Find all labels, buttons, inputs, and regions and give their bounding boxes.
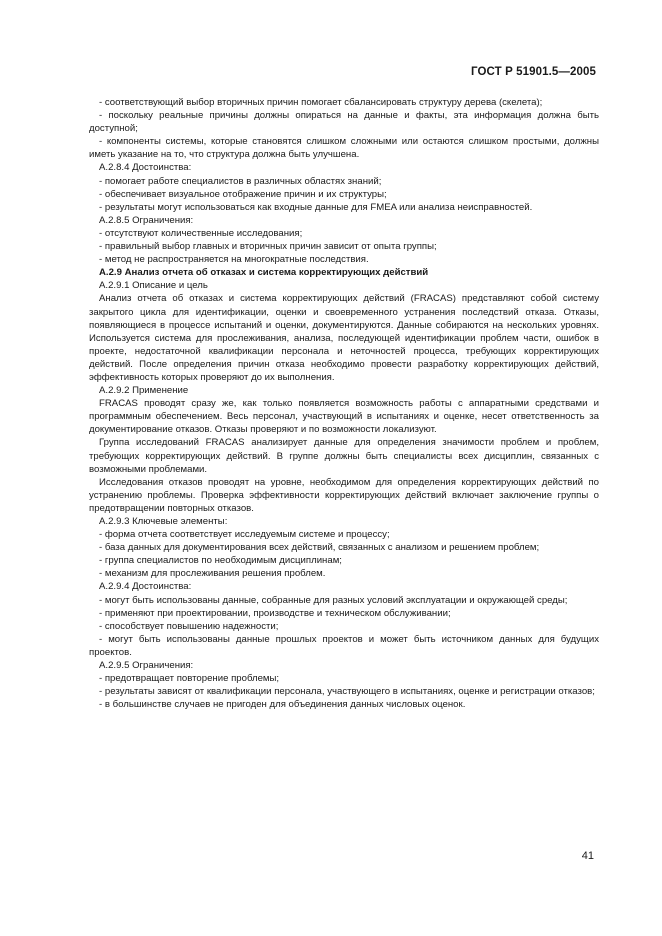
section-heading: А.2.8.5 Ограничения: (99, 214, 194, 226)
section-heading: А.2.9.5 Ограничения: (99, 660, 194, 672)
paragraph: - поскольку реальные причины должны опираться на данные и факты, эта информация должна быть доступной; (89, 110, 599, 135)
document-body (89, 96, 599, 711)
paragraph: Исследования отказов проводят на уровне, необходимом для определения корректирующих действий по устранению проблемы. Проверка эффективности корректирующих действий включает заключение группы о предотвращении повторных отказов. (89, 476, 599, 514)
section-title: А.2.9 Анализ отчета об отказах и система корректирующих действий (99, 267, 429, 279)
paragraph: - помогает работе специалистов в различных областях знаний; (99, 175, 382, 187)
paragraph: - компоненты системы, которые становятся слишком сложными или остаются слишком простыми, должны иметь указание на то, что структура должна быть улучшена. (89, 136, 599, 161)
paragraph: - в большинстве случаев не пригоден для объединения данных числовых оценок. (99, 699, 466, 711)
paragraph: - результаты зависят от квалификации персонала, участвующего в испытаниях, оценке и регистрации отказов; (99, 686, 595, 698)
paragraph: - обеспечивает визуальное отображение причин и их структуры; (99, 188, 387, 200)
page-number: 41 (581, 850, 594, 862)
document-code-header: ГОСТ Р 51901.5—2005 (471, 66, 596, 78)
paragraph: - база данных для документирования всех действий, связанных с анализом и решением проблем; (99, 542, 540, 554)
paragraph: - правильный выбор главных и вторичных причин зависит от опыта группы; (99, 241, 437, 253)
paragraph: Группа исследований FRACAS анализирует данные для определения значимости проблем и проблем, требующих корректирующих действий. В группе должны быть специалисты всех дисциплин, связанных с возможными проблемами. (89, 437, 599, 475)
paragraph: Анализ отчета об отказах и система корректирующих действий (FRACAS) представляют собой систему закрытого цикла для идентификации, оценки и своевременного устранения последствий отказа. Отказы, появляющиеся в процессе испытаний и оценки, документируются. Данные собираются на нескольких уровнях. Используется система для прослеживания, анализа, последующей идентификации проблем части, ошибок в проекте, недостаточной квалификации персонала и неточностей процесса, требующих корректирующих действий. После определения причин отказа необходимо провести разработку корректирующих действий, эффективность которых проверяют до их выполнения. (89, 293, 599, 383)
paragraph: - отсутствуют количественные исследования; (99, 227, 303, 239)
paragraph: - способствует повышению надежности; (99, 620, 279, 632)
paragraph: - механизм для прослеживания решения проблем. (99, 568, 326, 580)
paragraph: - предотвращает повторение проблемы; (99, 673, 280, 685)
section-heading: А.2.9.2 Применение (99, 385, 189, 397)
paragraph: - могут быть использованы данные прошлых проектов и может быть источником данных для будущих проектов. (89, 633, 599, 658)
paragraph: - результаты могут использоваться как входные данные для FMEA или анализа неисправностей. (99, 201, 533, 213)
section-heading: А.2.8.4 Достоинства: (99, 162, 192, 174)
paragraph: - форма отчета соответствует исследуемым системе и процессу; (99, 529, 390, 541)
section-heading: А.2.9.4 Достоинства: (99, 581, 192, 593)
paragraph: - соответствующий выбор вторичных причин помогает сбалансировать структуру дерева (скелета); (99, 97, 543, 108)
section-heading: А.2.9.1 Описание и цель (99, 280, 208, 292)
paragraph: - применяют при проектировании, производстве и техническом обслуживании; (99, 607, 451, 619)
paragraph: - метод не распространяется на многократные последствия. (99, 254, 369, 266)
section-heading: А.2.9.3 Ключевые элементы: (99, 516, 228, 527)
paragraph: - могут быть использованы данные, собранные для разных условий эксплуатации и окружающей среды; (99, 594, 568, 606)
paragraph: FRACAS проводят сразу же, как только появляется возможность работы с аппаратными средствами и программным обеспечением. Весь персонал, участвующий в испытаниях и оценке, несет ответственность за документирование отказов. Отказы проверяют и по возможности локализуют. (89, 398, 599, 436)
paragraph: - группа специалистов по необходимым дисциплинам; (99, 555, 342, 567)
